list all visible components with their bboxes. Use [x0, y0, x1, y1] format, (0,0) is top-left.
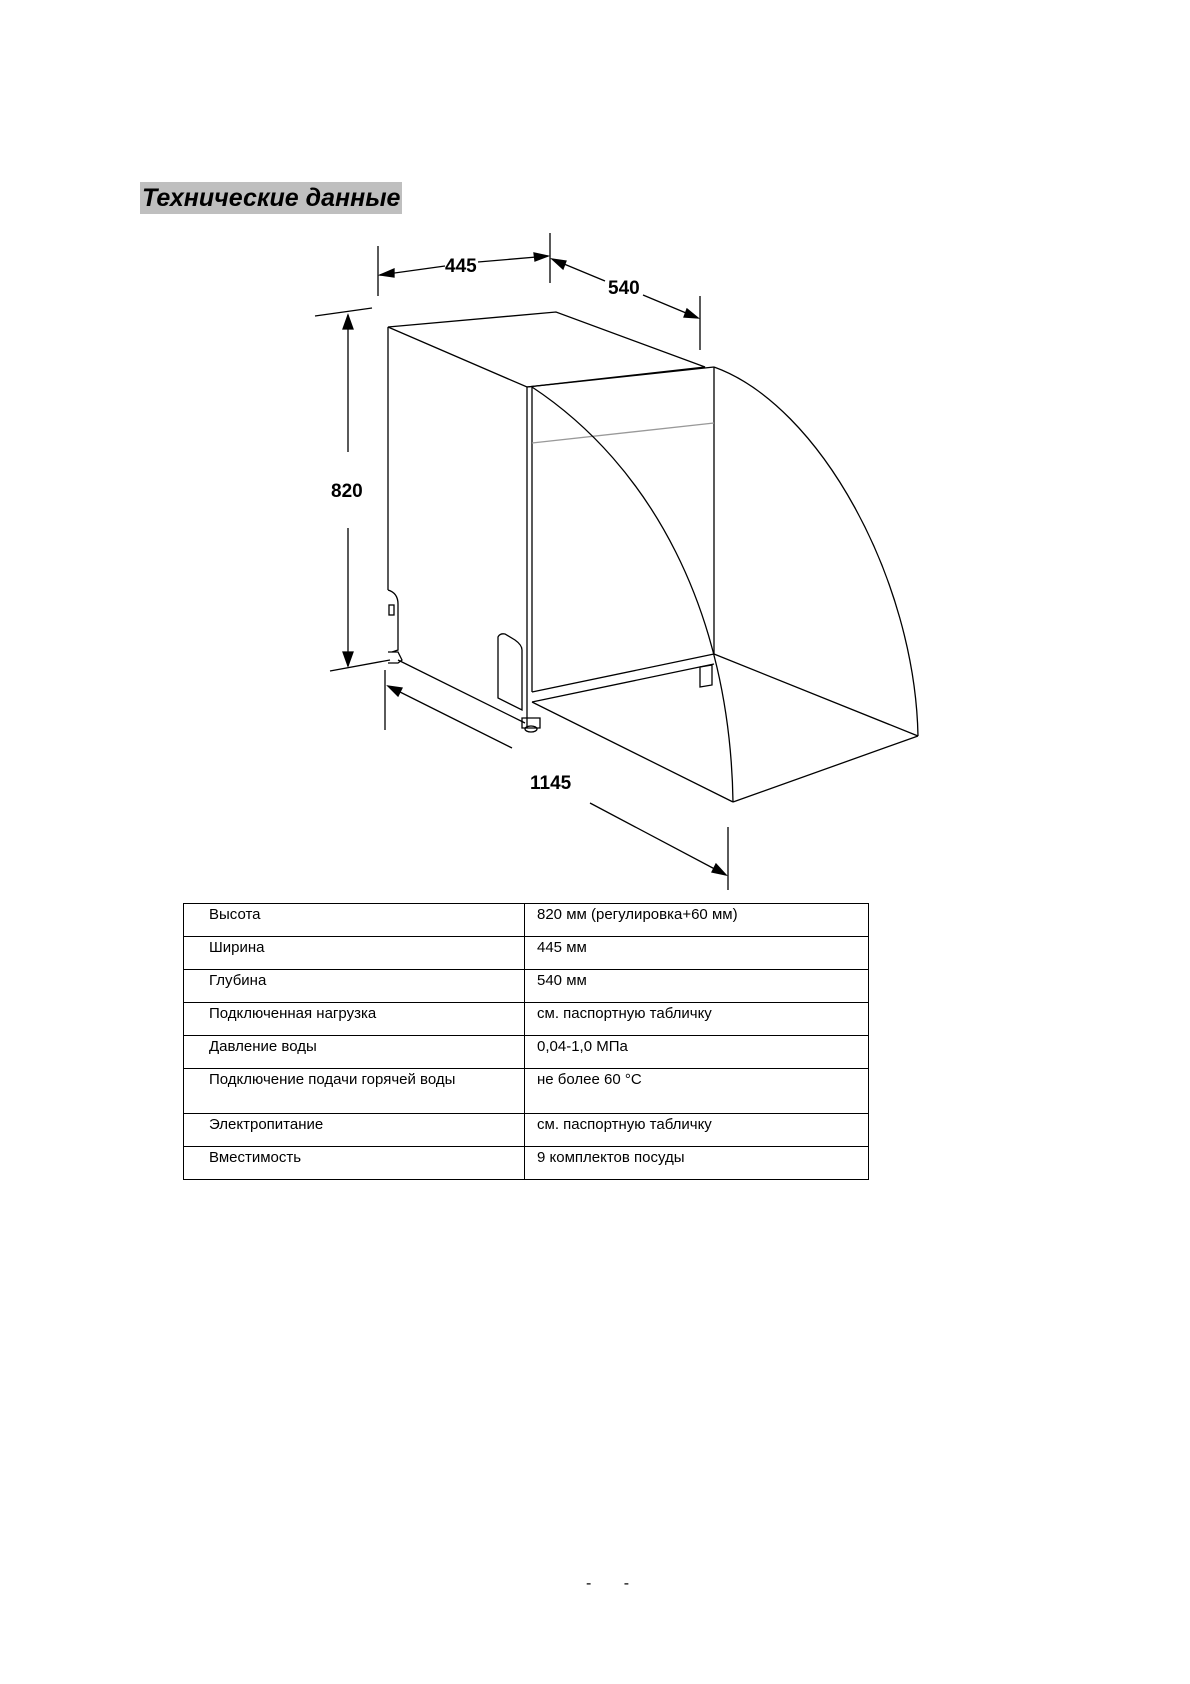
spec-label: Глубина	[184, 970, 525, 1003]
spec-value: 820 мм (регулировка+60 мм)	[525, 904, 869, 937]
spec-label: Ширина	[184, 937, 525, 970]
table-row	[184, 904, 869, 937]
table-row	[184, 1114, 869, 1147]
table-row	[184, 970, 869, 1003]
height-dimension-label: 820	[331, 481, 363, 502]
dimension-lines	[315, 233, 728, 890]
spec-label: Давление воды	[184, 1036, 525, 1069]
width-dimension-label: 445	[445, 256, 477, 277]
door-swing-arc	[532, 367, 918, 802]
table-row	[184, 937, 869, 970]
spec-value: см. паспортную табличку	[525, 1114, 869, 1147]
page-title: Технические данные	[142, 184, 401, 212]
table-row	[184, 1003, 869, 1036]
table-row	[184, 1147, 869, 1180]
spec-value: не более 60 °С	[525, 1069, 869, 1114]
spec-value: 0,04-1,0 МПа	[525, 1036, 869, 1069]
depth-dimension-label: 540	[608, 278, 640, 299]
spec-label: Электропитание	[184, 1114, 525, 1147]
open-depth-dimension-label: 1145	[530, 773, 572, 794]
page-number: - -	[586, 1575, 644, 1592]
table-row	[184, 1069, 869, 1114]
spec-value: см. паспортную табличку	[525, 1003, 869, 1036]
spec-label: Вместимость	[184, 1147, 525, 1180]
dishwasher-body	[388, 312, 714, 732]
spec-label: Подключенная нагрузка	[184, 1003, 525, 1036]
technical-data-table	[183, 903, 869, 1180]
spec-label: Подключение подачи горячей воды	[184, 1069, 525, 1114]
spec-value: 445 мм	[525, 937, 869, 970]
table-row	[184, 1036, 869, 1069]
spec-value: 540 мм	[525, 970, 869, 1003]
spec-value: 9 комплектов посуды	[525, 1147, 869, 1180]
spec-label: Высота	[184, 904, 525, 937]
